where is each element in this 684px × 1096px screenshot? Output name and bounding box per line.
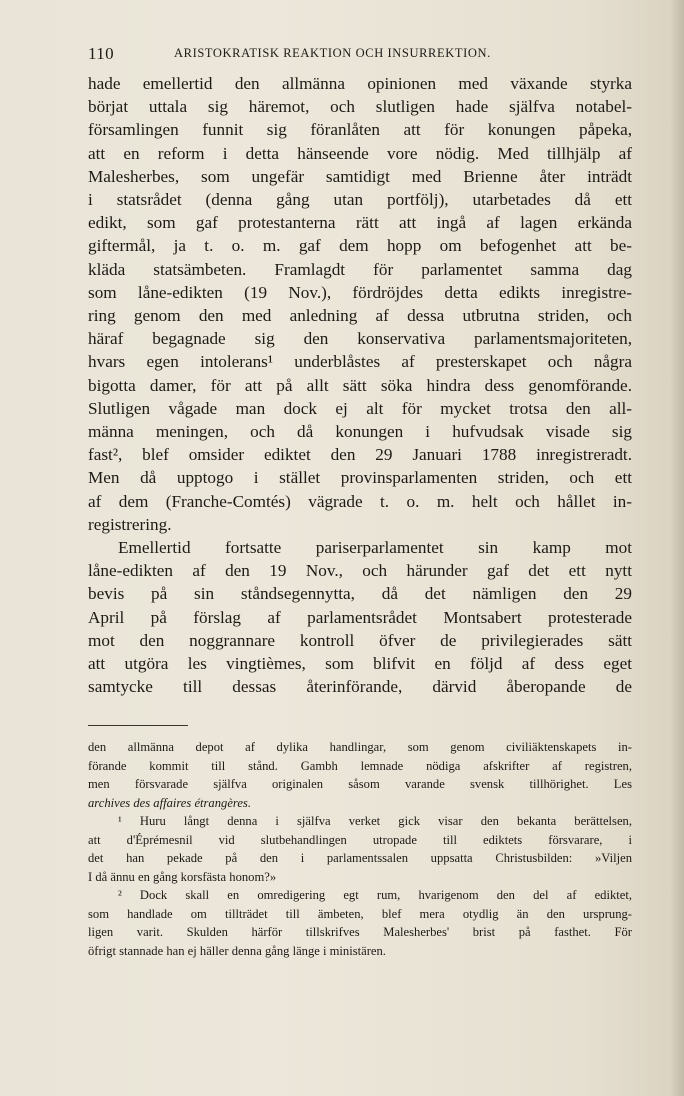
footnote-line: men försvarade själfva originalen såsom varande svensk tillhörighet. Les <box>88 777 632 791</box>
body-text <box>88 72 632 698</box>
body-line: låne-edikten af den 19 Nov., och härunder gaf det ett nytt <box>88 561 632 581</box>
footnote-line: archives des affaires étrangères. <box>88 795 251 810</box>
body-line: registrering. <box>88 514 172 534</box>
body-line: Men då upptogo i stället provinsparlamenten striden, och ett <box>88 468 632 488</box>
footnote-line: ² Dock skall en omredigering egt rum, hvarigenom den del af ediktet, <box>118 888 632 902</box>
footnote-line: förande kommit till stånd. Gambh lemnade nödiga afskrifter af registren, <box>88 758 632 773</box>
body-line: bigotta damer, för att på allt sätt söka hindra dess genomförande. <box>88 375 632 395</box>
body-line: hade emellertid den allmänna opinionen med växande styrka <box>88 74 632 93</box>
footnote-line: att d'Éprémesnil vid slutbehandlingen utropade till ediktets försvarare, i <box>88 832 632 847</box>
body-line: att en reform i detta hänseende vore nödig. Med tillhjälp af <box>88 143 632 163</box>
body-line: i statsrådet (denna gång utan portfölj), utarbetades då ett <box>88 190 632 210</box>
body-line: börjat uttala sig häremot, och slutligen hade själfva notabel- <box>88 97 632 117</box>
body-line: som låne-edikten (19 Nov.), fördröjdes detta edikts inregistre- <box>88 282 632 302</box>
footnotes <box>88 738 632 960</box>
body-line: att utgöra les vingtièmes, som blifvit en följd af dess eget <box>88 654 632 674</box>
body-line: hvars egen intolerans¹ underblåstes af presterskapet och några <box>88 352 632 372</box>
body-line: männa meningen, och då konungen i hufvudsak visade sig <box>88 422 632 442</box>
body-line: häraf begagnade sig den konservativa parlamentsmajoriteten, <box>88 329 632 349</box>
body-line: ring genom den med anledning af dessa utbrutna striden, och <box>88 306 632 326</box>
footnote-line: det han pekade på den i parlamentssalen uppsatta Christusbilden: »Viljen <box>88 851 632 865</box>
page-number: 110 <box>88 44 115 63</box>
footnote-line: som handlade om tillträdet till ämbeten, blef mera otydlig än den ursprung- <box>88 906 632 921</box>
body-line: mot den noggrannare kontroll öfver de privilegierades sätt <box>88 630 632 650</box>
footnote-line: ligen varit. Skulden härför tillskrifves Malesherbes' brist på fasthet. För <box>88 925 632 939</box>
body-line: bevis på sin ståndsegennytta, då det nämligen den 29 <box>88 584 632 604</box>
body-line: af dem (Franche-Comtés) vägrade t. o. m. helt och hållet in- <box>88 491 632 511</box>
page-header <box>88 44 640 66</box>
body-line: samtycke till dessas återinförande, därvid åberopande de <box>88 677 632 697</box>
footnote-line: I då ännu en gång korsfästa honom?» <box>88 869 277 884</box>
footnote-line: öfrigt stannade han ej häller denna gång länge i ministären. <box>88 943 386 958</box>
footnote-line: ¹ Huru långt denna i själfva verket gick visar den bekanta berättelsen, <box>118 814 632 828</box>
body-line: Emellertid fortsatte pariserparlamentet sin kamp mot <box>118 538 632 558</box>
body-line: kläda statsämbeten. Framlagdt för parlamentet samma dag <box>88 259 632 279</box>
body-line: församlingen funnit sig föranlåten att för konungen påpeka, <box>88 120 632 140</box>
body-line: edikt, som gaf protestanterna rätt att ingå af lagen erkända <box>88 213 632 233</box>
body-line: fast², blef omsider ediktet den 29 Januari 1788 inregistreradt. <box>88 445 632 465</box>
body-line: giftermål, ja t. o. m. gaf dem hopp om befogenhet att be- <box>88 236 632 256</box>
body-line: Slutligen vågade man dock ej alt för mycket trotsa den all- <box>88 398 632 418</box>
page-edge-shadow <box>670 0 684 1096</box>
footnote-rule <box>88 725 188 726</box>
footnote-line: den allmänna depot af dylika handlingar, som genom civiliäktenskapets in- <box>88 740 632 754</box>
body-line: April på förslag af parlamentsrådet Montsabert protesterade <box>88 607 632 627</box>
body-line: Malesherbes, som ungefär samtidigt med Brienne åter inträdt <box>88 166 632 186</box>
running-head: ARISTOKRATISK REAKTION OCH INSURREKTION. <box>174 46 491 60</box>
